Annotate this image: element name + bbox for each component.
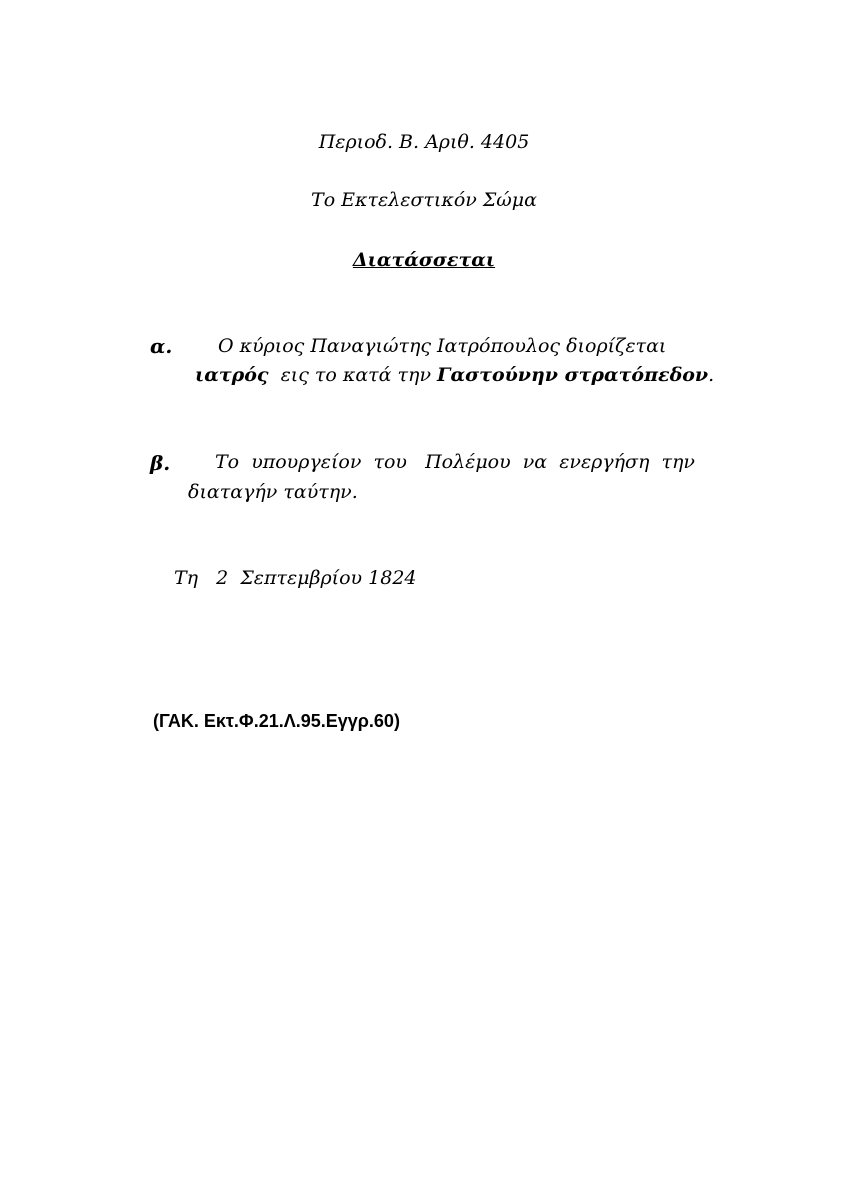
- archive-reference: (ΓΑΚ. Εκτ.Φ.21.Λ.95.Εγγρ.60): [153, 711, 400, 731]
- item-beta-marker: β.: [150, 451, 171, 475]
- issue-reference: Περιοδ. Β. Αριθ. 4405: [318, 131, 530, 153]
- item-alpha-line-2-end: .: [708, 364, 715, 386]
- item-alpha-line-2: [195, 364, 714, 386]
- item-alpha-marker: α.: [150, 334, 173, 358]
- decree-title: Διατάσσεται: [352, 249, 496, 271]
- executive-body-heading: Το Εκτελεστικόν Σώμα: [311, 189, 537, 211]
- item-alpha-line-2-text: εις το κατά την: [268, 364, 438, 386]
- appointment-role: ιατρός: [195, 364, 269, 386]
- item-beta-line-1: Το υπουργείον του Πολέμου να ενεργήση την: [215, 451, 695, 473]
- document-date: Τη 2 Σεπτεμβρίου 1824: [174, 567, 417, 589]
- item-alpha-line-1: Ο κύριος Παναγιώτης Ιατρόπουλος διορίζεται: [218, 335, 667, 357]
- item-beta-line-2: διαταγήν ταύτην.: [188, 481, 358, 503]
- camp-location: Γαστούνην στρατόπεδον: [437, 364, 709, 386]
